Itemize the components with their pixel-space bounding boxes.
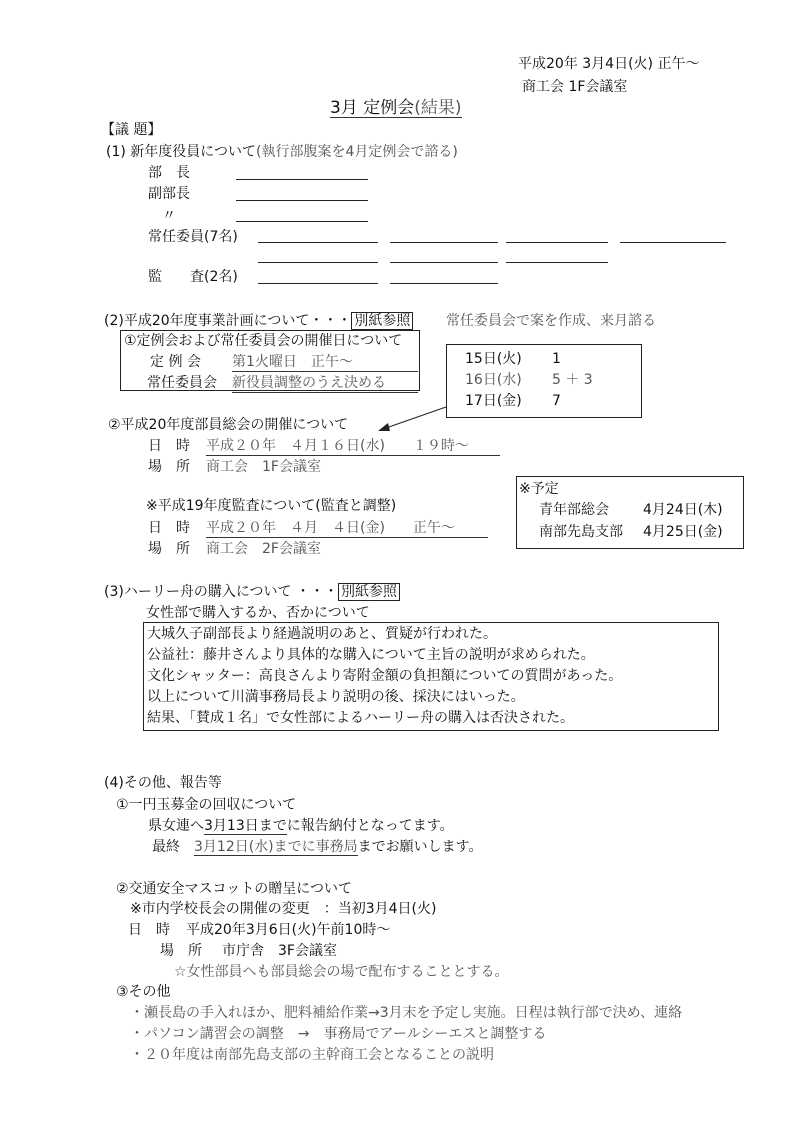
vote-count: 1 <box>552 351 561 367</box>
standing-label: 常任委員会 <box>147 375 217 391</box>
vote-date: 16日(水) <box>465 372 522 388</box>
audit-date-label: 日 時 <box>148 520 190 536</box>
title-suffix: (結果) <box>414 98 462 118</box>
agenda-label: 【議 題】 <box>101 122 162 138</box>
schedule-title: ※予定 <box>519 481 559 497</box>
donation-final-deadline: 3月12日(水)までに事務局 <box>194 839 358 855</box>
title-text: 3月 定例会 <box>330 98 415 118</box>
mascot-note: ☆女性部員へも部員総会の場で配布することとする。 <box>174 964 509 980</box>
mascot-place: 市庁舎 3F会議室 <box>222 943 337 959</box>
mascot-place-label: 場 所 <box>160 943 202 959</box>
mascot-date-label: 日 時 <box>128 922 170 938</box>
vote-date: 15日(火) <box>465 351 522 367</box>
other-line: ・パソコン講習会の調整 → 事務局でアールシーエスと調整する <box>130 1026 547 1042</box>
standing-members-label: 常任委員(7名) <box>148 229 238 245</box>
item1-heading-text: (1) 新年度役員について <box>106 144 257 160</box>
vote-count: 5 ＋ 3 <box>552 372 593 388</box>
item4-sub2: ②交通安全マスコットの贈呈について <box>116 881 352 897</box>
item4-heading: (4)その他、報告等 <box>104 775 222 791</box>
item2-sub1: ①定例会および常任委員会の開催日について <box>124 333 403 349</box>
item3-sub: 女性部で購入するか、否かについて <box>146 605 370 621</box>
item2-sub2: ②平成20年度部員総会の開催について <box>108 417 349 433</box>
result-line: 公益社：藤井さんより具体的な購入について主旨の説明が求められた。 <box>147 647 595 663</box>
vote-count: 7 <box>552 393 561 409</box>
role-ditto: 〃 <box>162 208 176 224</box>
regular-label: 定 例 会 <box>150 354 201 370</box>
item4-sub3: ③その他 <box>116 984 171 1000</box>
audit-place-label: 場 所 <box>148 541 190 557</box>
role-chief: 部 長 <box>148 165 190 181</box>
item3-heading <box>104 583 400 601</box>
gm-place-label: 場 所 <box>148 459 190 475</box>
donation-deadline: 3月13日まで <box>204 818 287 834</box>
item3-heading-text: (3)ハーリー舟の購入について ・・・ <box>104 584 339 600</box>
audit-place: 商工会 2F会議室 <box>206 541 321 557</box>
item3-result-box <box>143 622 719 731</box>
other-line: ・瀬長島の手入れほか、肥料補給作業→3月末を予定し実施。日程は執行部で決め、連絡 <box>130 1005 683 1021</box>
mascot-date: 平成20年3月6日(火)午前10時～ <box>186 922 391 938</box>
item2-heading-text: (2)平成20年度事業計画について・・・ <box>104 313 352 329</box>
vote-date: 17日(金) <box>465 393 522 409</box>
gm-date-text: 平成２０年 ４月１６日(水) １９時～ <box>206 437 500 456</box>
donation-line2 <box>152 838 483 856</box>
schedule-date: 4月24日(木) <box>643 502 723 518</box>
ref-box: 別紙参照 <box>338 583 400 601</box>
result-line: 大城久子副部長より経過説明のあと、質疑が行われた。 <box>147 626 497 642</box>
other-line: ・２０年度は南部先島支部の主幹商工会となることの説明 <box>130 1047 494 1063</box>
result-line: 結果、「賛成１名」で女性部によるハーリー舟の購入は否決された。 <box>147 710 574 726</box>
item2-note: 常任委員会で案を作成、来月諮る <box>446 313 656 329</box>
donation-line1 <box>148 817 454 835</box>
ref-box: 別紙参照 <box>351 312 413 330</box>
donation-text: までお願いします。 <box>357 839 483 855</box>
standing-value-text: 新役員調整のうえ決める <box>232 374 418 393</box>
result-line: 以上について川満事務局長より説明の後、採決にはいった。 <box>147 689 525 705</box>
donation-text: 県女連へ <box>148 818 204 834</box>
meeting-datetime: 平成20年 3月4日(火) 正午～ <box>518 56 700 72</box>
mascot-change: ※市内学校長会の開催の変更 ：当初3月4日(火) <box>130 901 437 917</box>
result-line: 文化シャッター：高良さんより寄附金額の負担額についての質問があった。 <box>147 668 623 684</box>
donation-text: に報告納付となってます。 <box>286 818 454 834</box>
schedule-name: 南部先島支部 <box>539 524 623 540</box>
donation-text: 最終 <box>152 839 180 855</box>
schedule-box <box>516 476 744 549</box>
schedule-name: 青年部総会 <box>539 502 609 518</box>
audit-heading: ※平成19年度監査について(監査と調整) <box>146 498 397 514</box>
meeting-place: 商工会 1F会議室 <box>522 79 628 95</box>
item1-note: (執行部腹案を4月定例会で諮る) <box>256 144 458 160</box>
gm-date-label: 日 時 <box>148 438 190 454</box>
item4-sub1: ①一円玉募金の回収について <box>116 797 297 813</box>
role-vice: 副部長 <box>148 186 190 202</box>
gm-date <box>206 437 500 456</box>
audit-date-text: 平成２０年 ４月 ４日(金) 正午～ <box>206 519 488 538</box>
audit-date <box>206 519 488 538</box>
schedule-date: 4月25日(金) <box>643 524 723 540</box>
regular-value-text: 第1火曜日 正午～ <box>232 353 418 372</box>
auditor-label: 監 査(2名) <box>148 269 238 285</box>
gm-place: 商工会 1F会議室 <box>206 459 321 475</box>
